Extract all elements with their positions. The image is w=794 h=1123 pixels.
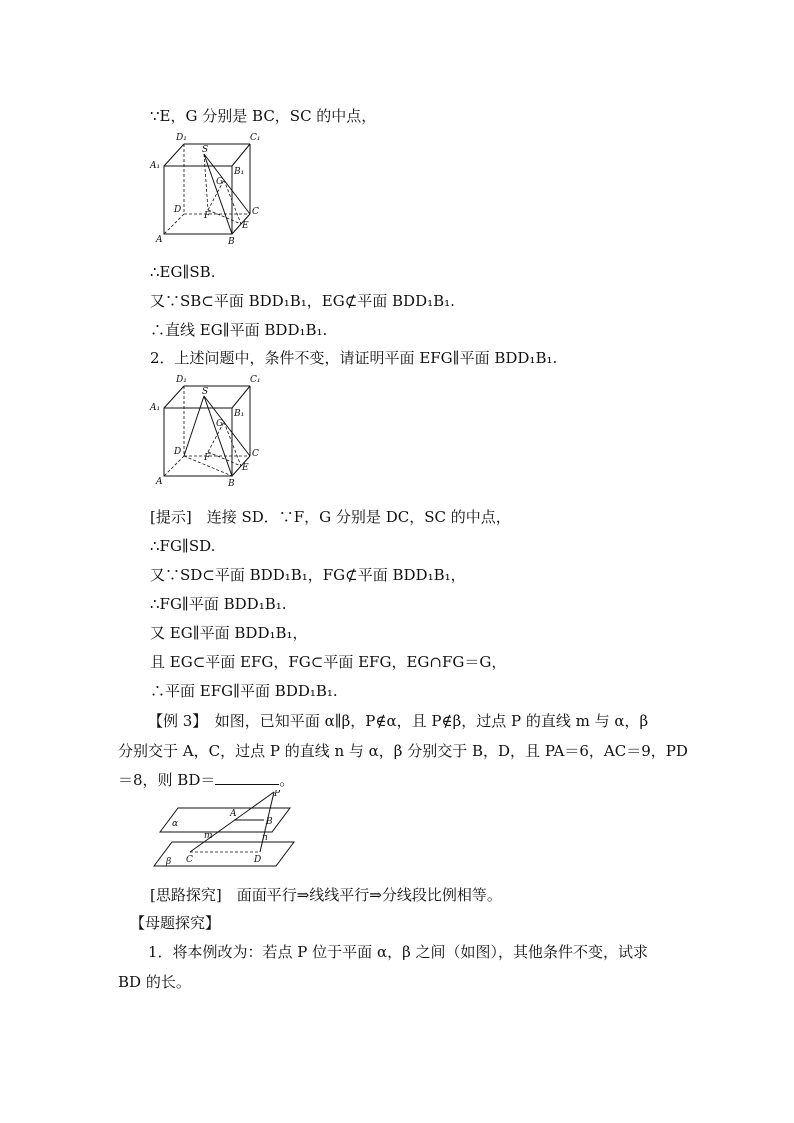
text-line: ∴FG∥SD. (150, 537, 216, 555)
svg-text:A: A (230, 809, 237, 819)
svg-text:E: E (242, 463, 249, 473)
cube-figure-2 (148, 372, 264, 488)
text-line: 2．上述问题中，条件不变，请证明平面 EFG∥平面 BDD₁B₁. (150, 349, 558, 367)
text-line: ∴EG∥SB. (150, 263, 216, 281)
svg-text:E: E (242, 221, 249, 231)
svg-text:n: n (262, 833, 268, 843)
text-line: 1．将本例改为：若点 P 位于平面 α，β 之间（如图），其他条件不变，试求 (148, 943, 649, 961)
cube-diagram (148, 130, 264, 246)
svg-text:D: D (174, 447, 182, 457)
text-line: ∴直线 EG∥平面 BDD₁B₁. (150, 321, 328, 339)
svg-text:P: P (274, 790, 281, 799)
planes-figure (150, 790, 300, 870)
text-line: ∴FG∥平面 BDD₁B₁. (150, 595, 287, 613)
question-end: 。 (279, 771, 295, 789)
svg-text:C: C (252, 449, 259, 459)
svg-text:D₁: D₁ (176, 133, 187, 143)
question-line (118, 770, 294, 790)
svg-text:C₁: C₁ (250, 375, 261, 385)
text-line: BD 的长。 (118, 973, 191, 991)
answer-blank (215, 770, 279, 785)
svg-text:G: G (216, 419, 224, 429)
svg-text:D: D (254, 855, 262, 865)
section-heading: 【母题探究】 (130, 914, 221, 932)
text-line: 又∵SD⊂平面 BDD₁B₁，FG⊄平面 BDD₁B₁， (150, 566, 466, 584)
text-line: 又∵SB⊂平面 BDD₁B₁，EG⊄平面 BDD₁B₁. (150, 292, 455, 310)
text-line: 且 EG⊂平面 EFG，FG⊂平面 EFG，EG∩FG＝G， (150, 653, 507, 671)
svg-text:F: F (204, 453, 211, 463)
svg-text:B: B (266, 817, 273, 827)
svg-text:C: C (186, 855, 193, 865)
svg-text:β: β (166, 857, 172, 867)
svg-text:F: F (204, 211, 211, 221)
svg-text:S: S (202, 145, 209, 155)
svg-text:C₁: C₁ (250, 133, 261, 143)
svg-text:B: B (228, 237, 235, 246)
cube-figure-1 (148, 130, 264, 246)
text-line: [思路探究] 面面平行⇒线线平行⇒分线段比例相等。 (150, 886, 502, 904)
question-text: ＝8，则 BD＝ (118, 771, 216, 789)
svg-text:G: G (216, 177, 224, 187)
svg-text:A: A (156, 235, 163, 245)
svg-text:A: A (156, 477, 163, 487)
svg-text:S: S (202, 387, 209, 397)
example-heading: 【例 3】 如图，已知平面 α∥β，P∉α，且 P∉β，过点 P 的直线 m 与 α，β (148, 712, 649, 730)
svg-text:D: D (174, 205, 182, 215)
text-line: 又 EG∥平面 BDD₁B₁， (150, 624, 308, 642)
svg-text:D₁: D₁ (176, 375, 187, 385)
svg-text:B₁: B₁ (234, 409, 245, 419)
svg-text:B₁: B₁ (234, 167, 245, 177)
svg-text:α: α (172, 819, 179, 829)
svg-text:B: B (228, 479, 235, 488)
text-line: ∴平面 EFG∥平面 BDD₁B₁. (150, 682, 338, 700)
svg-text:A₁: A₁ (150, 403, 161, 413)
cube-diagram (148, 372, 264, 488)
svg-text:m: m (204, 831, 213, 841)
text-line: 分别交于 A，C，过点 P 的直线 n 与 α，β 分别交于 B，D，且 PA＝6，AC＝9，PD (118, 742, 688, 760)
text-line: ∵E，G 分别是 BC，SC 的中点， (150, 107, 377, 125)
svg-text:A₁: A₁ (150, 161, 161, 171)
text-line: [提示] 连接 SD．∵F，G 分别是 DC，SC 的中点， (150, 508, 511, 526)
parallel-planes-diagram (150, 790, 300, 870)
svg-text:C: C (252, 207, 259, 217)
